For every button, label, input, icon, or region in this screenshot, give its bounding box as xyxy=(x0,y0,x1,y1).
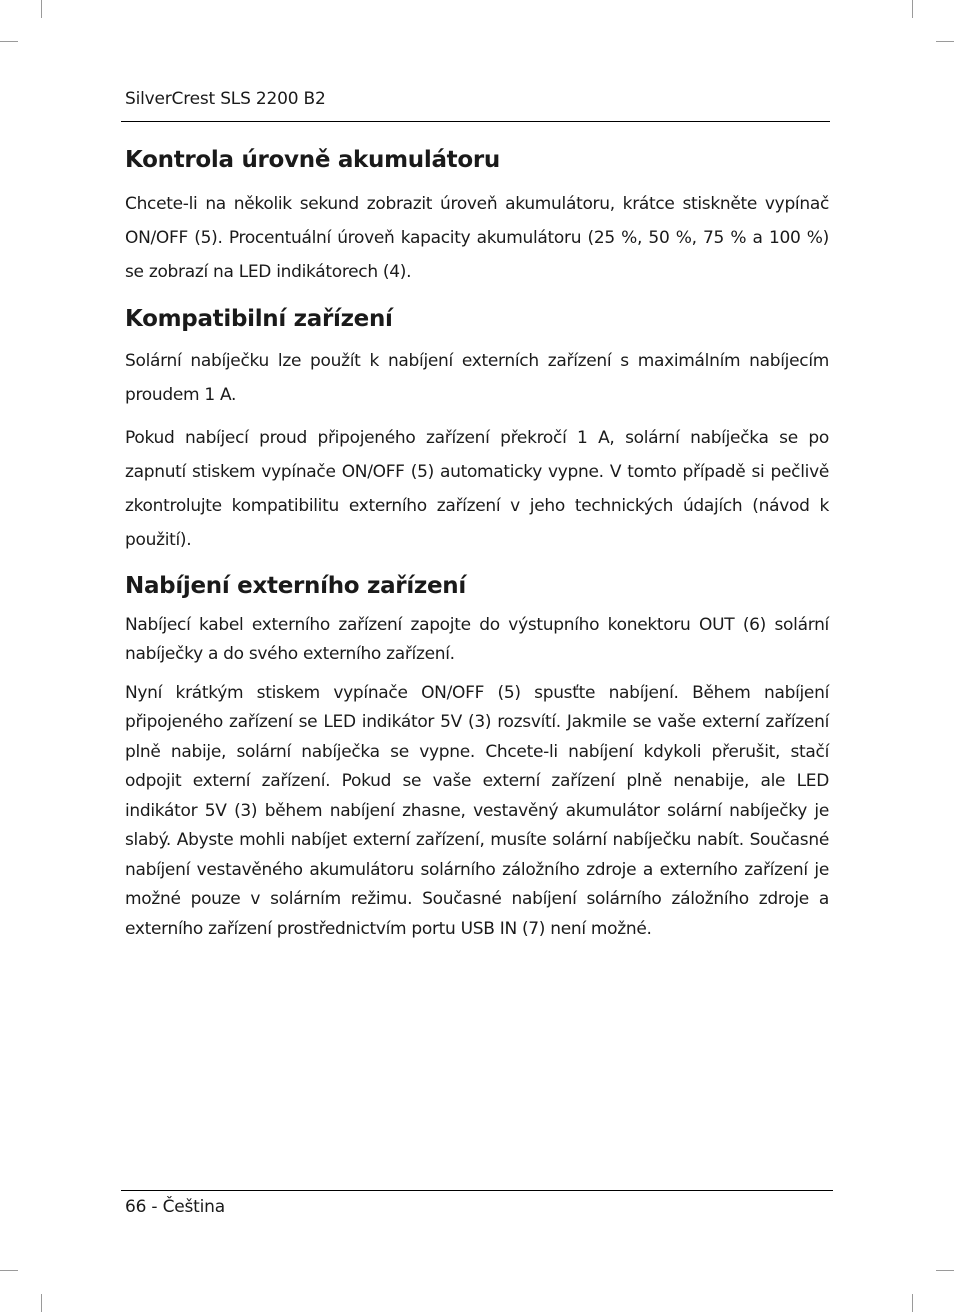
section-paragraph: Nabíjecí kabel externího zařízení zapojte do výstupního konektoru OUT (6) solární nabíječky a do svého externího zařízení. xyxy=(125,614,829,665)
page-content xyxy=(125,142,829,944)
crop-mark-right-top xyxy=(936,41,954,42)
section-battery-level xyxy=(125,147,829,289)
crop-mark-top-right xyxy=(912,0,913,18)
section-heading: Nabíjení externího zařízení xyxy=(125,573,466,600)
section-heading: Kompatibilní zařízení xyxy=(125,305,393,332)
crop-mark-bottom-right xyxy=(912,1294,913,1312)
section-compatible-devices xyxy=(125,306,829,558)
section-paragraph: Solární nabíječku lze použít k nabíjení externích zařízení s maximálním nabíjecím proudem 1 A. xyxy=(125,351,829,406)
section-heading: Kontrola úrovně akumulátoru xyxy=(125,147,500,173)
section-paragraph: Pokud nabíjecí proud připojeného zařízení překročí 1 A, solární nabíječka se po zapnutí stiskem vypínače ON/OFF (5) automaticky vypne. V tomto případě si pečlivě zkontrolujte kompatibilitu externího zařízení v jeho technických údajích (návod k použití). xyxy=(125,428,829,551)
crop-mark-top-left xyxy=(41,0,42,18)
page-number: 66 - Čeština xyxy=(125,1197,225,1217)
section-paragraph: Nyní krátkým stiskem vypínače ON/OFF (5) spusťte nabíjení. Během nabíjení připojeného zařízení se LED indikátor 5V (3) rozsvítí. Jakmile se vaše externí zařízení plně nabije, solární nabíječka se vypne. Chcete-li nabíjení kdykoli přerušit, stačí odpojit externí zařízení. Pokud se vaše externí zařízení plně nenabije, ale LED indikátor 5V (3) během nabíjení zhasne, vestavěný akumulátor solární nabíječky je slabý. Abyste mohli nabíjet externí zařízení, musíte solární nabíječku nabít. Současné nabíjení vestavěného akumulátoru solárního záložního zdroje a externího zařízení je možné pouze v solárním režimu. Současné nabíjení solárního záložního zdroje a externího zařízení prostřednictvím portu USB IN (7) není možné. xyxy=(125,682,829,939)
crop-mark-left-bottom xyxy=(0,1270,18,1271)
crop-mark-left-top xyxy=(0,41,18,42)
crop-mark-bottom-left xyxy=(41,1294,42,1312)
section-charging-external xyxy=(125,573,829,944)
page-footer xyxy=(121,1190,833,1217)
section-paragraph: Chcete-li na několik sekund zobrazit úroveň akumulátoru, krátce stiskněte vypínač ON/OFF (5). Procentuální úroveň kapacity akumulátoru (25 %, 50 %, 75 % a 100 %) se zobrazí na LED indikátorech (4). xyxy=(125,193,829,282)
page-header xyxy=(121,88,830,122)
header-title: SilverCrest SLS 2200 B2 xyxy=(125,89,326,109)
crop-mark-right-bottom xyxy=(936,1270,954,1271)
